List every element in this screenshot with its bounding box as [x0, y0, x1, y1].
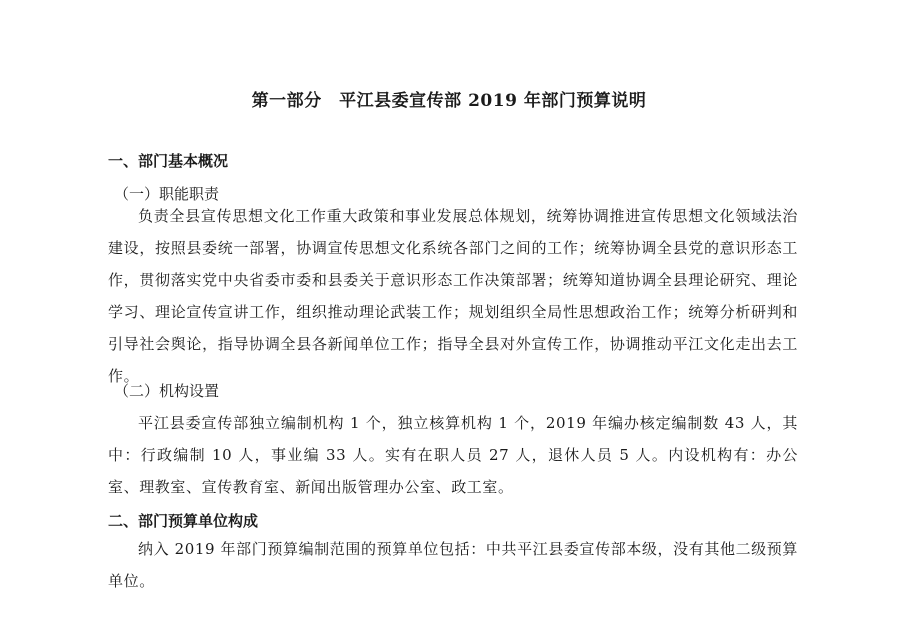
document-title: 第一部分 平江县委宣传部 2019 年部门预算说明	[251, 91, 647, 111]
paragraph-organization: 平江县委宣传部独立编制机构 1 个，独立核算机构 1 个，2019 年编办核定编制数 43 人，其中：行政编制 10 人，事业编 33 人。实有在职人员 27 人，退休人员 5 人。内设机构有：办公室、理教室、宣传教育室、新闻出版管理办公室、政工室。	[108, 414, 798, 496]
subsection-heading-duties: （一）职能职责	[114, 185, 220, 203]
section-heading-budget-units: 二、部门预算单位构成	[108, 512, 259, 530]
paragraph-budget-units: 纳入 2019 年部门预算编制范围的预算单位包括：中共平江县委宣传部本级，没有其他二级预算单位。	[108, 540, 798, 590]
subsection-heading-organization: （二）机构设置	[114, 382, 220, 400]
paragraph-duties: 负责全县宣传思想文化工作重大政策和事业发展总体规划，统筹协调推进宣传思想文化领域法治建设，按照县委统一部署，协调宣传思想文化系统各部门之间的工作；统筹协调全县党的意识形态工作，贯彻落实党中央省委市委和县委关于意识形态工作决策部署；统筹知道协调全县理论研究、理论学习、理论宣传宣讲工作，组织推动理论武装工作；规划组织全局性思想政治工作；统筹分析研判和引导社会舆论，指导协调全县各新闻单位工作；指导全县对外宣传工作，协调推动平江文化走出去工作。	[108, 207, 798, 385]
section-heading-overview: 一、部门基本概况	[108, 152, 229, 170]
